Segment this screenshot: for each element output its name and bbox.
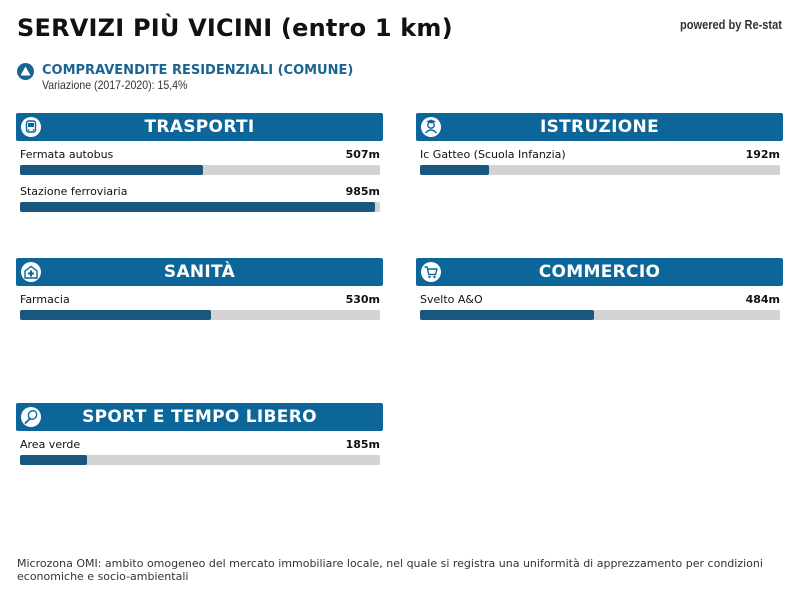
section-header-sport: [16, 403, 383, 431]
distance-bar-fill: [420, 165, 489, 175]
item-name: Ic Gatteo (Scuola Infanzia): [420, 148, 566, 161]
section-header-istruzione: [416, 113, 783, 141]
section-title: SPORT E TEMPO LIBERO: [82, 407, 317, 427]
item-distance: 985m: [345, 185, 380, 198]
page-title: SERVIZI PIÙ VICINI (entro 1 km): [17, 14, 453, 42]
distance-bar-fill: [420, 310, 594, 320]
footnote: Microzona OMI: ambito omogeneo del mercato immobiliare locale, nel quale si registra una uniformità di apprezzamento per condizioni economiche e socio-ambientali: [17, 557, 763, 583]
section-title: ISTRUZIONE: [539, 117, 659, 137]
item-distance: 507m: [345, 148, 380, 161]
list-item: [420, 286, 780, 323]
compravendite-variation: Variazione (2017-2020): 15,4%: [42, 78, 188, 92]
list-item: [420, 141, 780, 178]
section-istruzione: [416, 113, 783, 178]
section-trasporti: [16, 113, 383, 215]
distance-bar-track: [420, 310, 780, 320]
item-distance: 192m: [745, 148, 780, 161]
item-name: Fermata autobus: [20, 148, 114, 161]
item-distance: 530m: [345, 293, 380, 306]
list-item: [20, 286, 380, 323]
compravendite-title: COMPRAVENDITE RESIDENZIALI (COMUNE): [42, 63, 354, 78]
section-header-commercio: [416, 258, 783, 286]
shopping-cart-icon: [421, 262, 441, 282]
section-title: COMMERCIO: [538, 262, 661, 282]
section-title: SANITÀ: [163, 262, 236, 282]
distance-bar-track: [20, 455, 380, 465]
distance-bar-track: [20, 165, 380, 175]
list-item: [20, 431, 380, 468]
list-item: [20, 141, 380, 178]
distance-bar-fill: [20, 455, 87, 465]
distance-bar-track: [20, 310, 380, 320]
distance-bar-track: [420, 165, 780, 175]
item-name: Svelto A&O: [420, 293, 483, 306]
list-item: [20, 178, 380, 215]
section-title: TRASPORTI: [144, 117, 255, 137]
student-icon: [421, 117, 441, 137]
hospital-icon: [21, 262, 41, 282]
powered-by-label: powered by Re-stat: [680, 17, 782, 32]
section-header-trasporti: [16, 113, 383, 141]
distance-bar-fill: [20, 310, 211, 320]
section-sport: [16, 403, 383, 468]
bus-icon: [21, 117, 41, 137]
item-distance: 484m: [745, 293, 780, 306]
tennis-icon: [21, 407, 41, 427]
item-distance: 185m: [345, 438, 380, 451]
distance-bar-track: [20, 202, 380, 212]
distance-bar-fill: [20, 165, 203, 175]
item-name: Stazione ferroviaria: [20, 185, 128, 198]
section-commercio: [416, 258, 783, 323]
section-header-sanita: [16, 258, 383, 286]
item-name: Farmacia: [20, 293, 70, 306]
section-sanita: [16, 258, 383, 323]
item-name: Area verde: [20, 438, 81, 451]
triangle-up-icon: [17, 63, 34, 80]
distance-bar-fill: [20, 202, 375, 212]
